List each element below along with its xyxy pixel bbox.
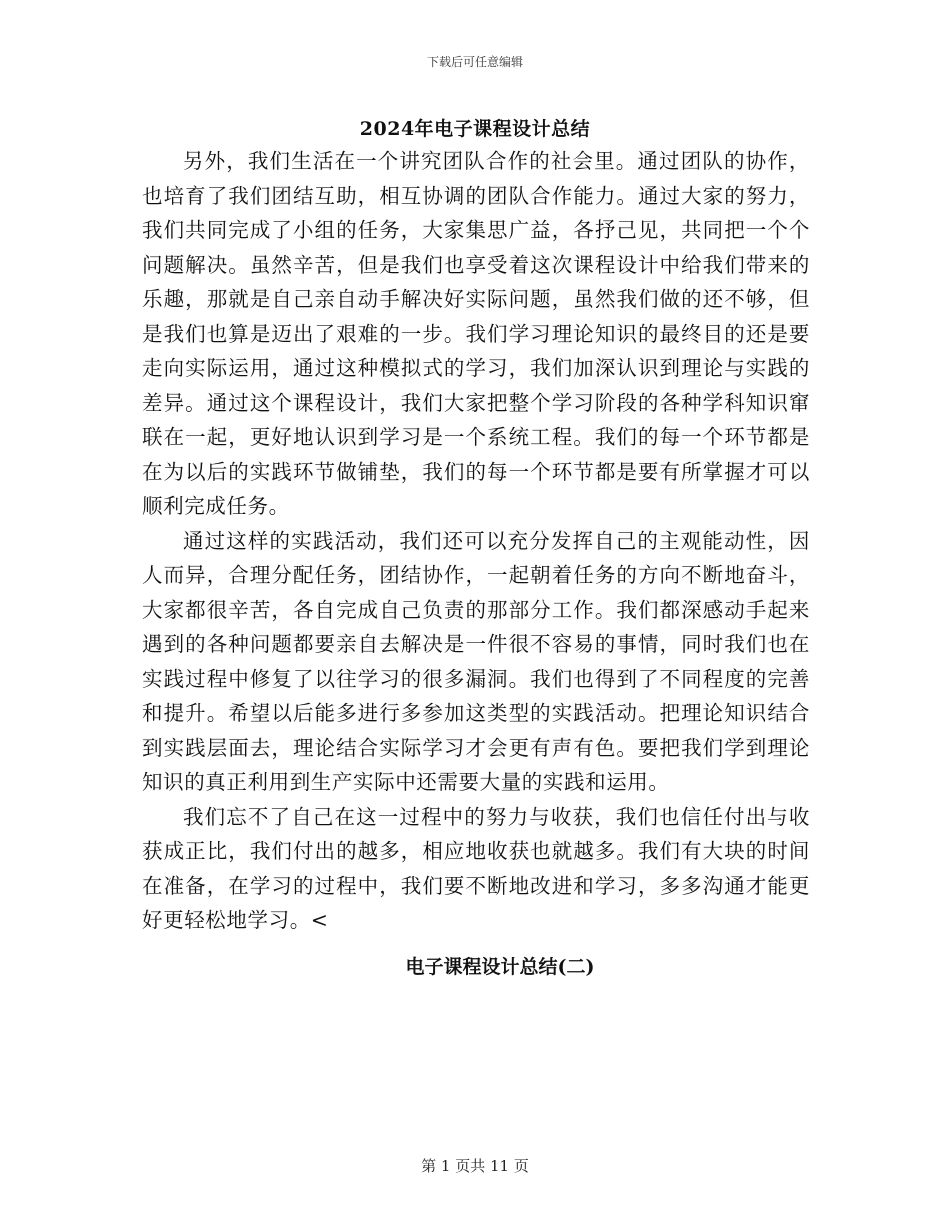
paragraph-1: 另外，我们生活在一个讲究团队合作的社会里。通过团队的协作，也培育了我们团结互助，相互协调的团队合作能力。通过大家的努力，我们共同完成了小组的任务，大家集思广益，各抒己见，共同把一个个问题解决。虽然辛苦，但是我们也享受着这次课程设计中给我们带来的乐趣，那就是自己亲自动手解决好实际问题，虽然我们做的还不够，但是我们也算是迈出了艰难的一步。我们学习理论知识的最终目的还是要走向实际运用，通过这种模拟式的学习，我们加深认识到理论与实践的差异。通过这个课程设计，我们大家把整个学习阶段的各种学科知识窜联在一起，更好地认识到学习是一个系统工程。我们的每一个环节都是在为以后的实践环节做铺垫，我们的每一个环节都是要有所掌握才可以顺利完成任务。 [142,149,810,518]
paragraph-3: 我们忘不了自己在这一过程中的努力与收获，我们也信任付出与收获成正比，我们付出的越多，相应地收获也就越多。我们有大块的时间在准备，在学习的过程中，我们要不断地改进和学习，多多沟通才能更好更轻松地学习。< [142,804,810,932]
page-footer: 第 1 页共 11 页 [421,1157,529,1175]
header-note: 下载后可任意编辑 [426,55,523,69]
document-body [142,144,810,982]
section-subtitle: 电子课程设计总结(二) [405,955,595,978]
document-title: 2024年电子课程设计总结 [359,118,591,140]
paragraph-2: 通过这样的实践活动，我们还可以充分发挥自己的主观能动性，因人而异，合理分配任务，团结协作，一起朝着任务的方向不断地奋斗，大家都很辛苦，各自完成自己负责的那部分工作。我们都深感动手起来遇到的各种问题都要亲自去解决是一件很不容易的事情，同时我们也在实践过程中修复了以往学习的很多漏洞。我们也得到了不同程度的完善和提升。希望以后能多进行多参加这类型的实践活动。把理论知识结合到实践层面去，理论结合实际学习才会更有声有色。要把我们学到理论知识的真正利用到生产实际中还需要大量的实践和运用。 [142,528,810,794]
